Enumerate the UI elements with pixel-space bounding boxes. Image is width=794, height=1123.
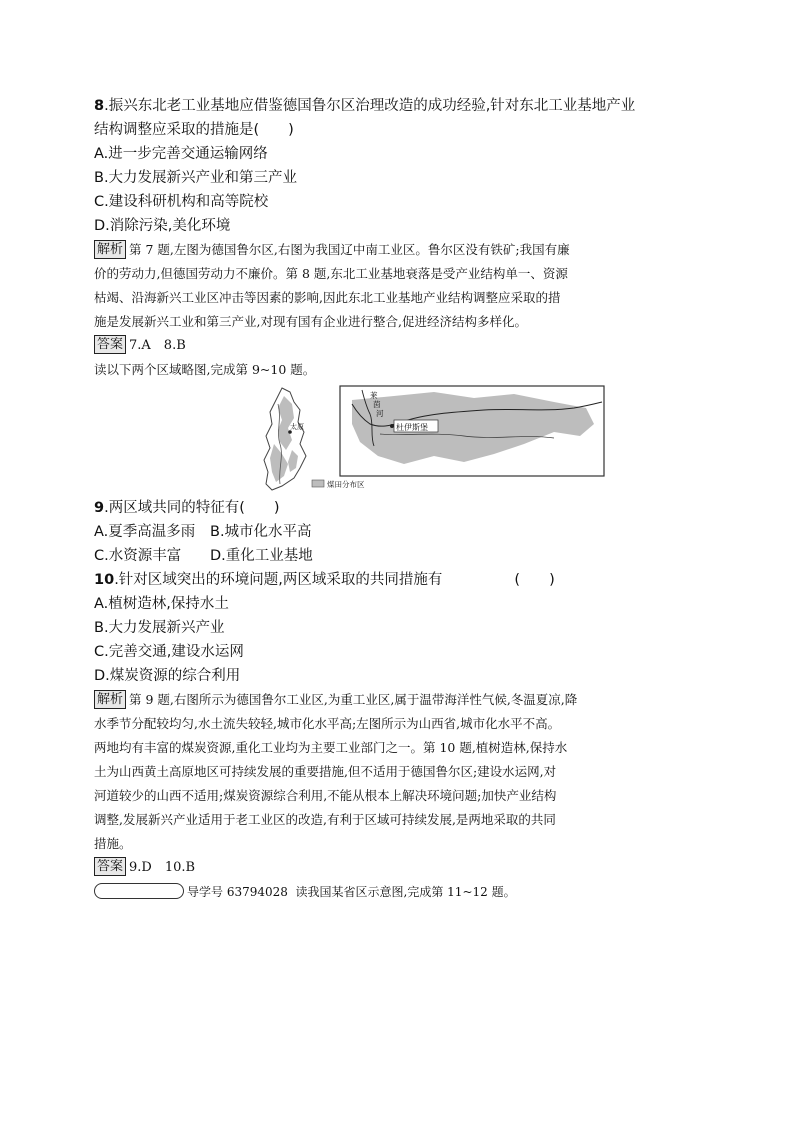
legend-swatch xyxy=(312,480,324,487)
answer-block xyxy=(94,334,704,358)
taiyuan-label: 太原 xyxy=(290,423,304,431)
answer-paren: ( ) xyxy=(514,572,555,588)
answer-text: 9.D 10.B xyxy=(129,860,196,875)
question-10 xyxy=(94,568,704,592)
analysis-line: 施是发展新兴工业和第三产业,对现有国有企业进行整合,促进经济结构多样化。 xyxy=(94,314,527,329)
option-b: B.大力发展新兴产业 xyxy=(94,620,225,636)
answer-tag: 答案 xyxy=(94,335,126,354)
question-number: 8 xyxy=(94,98,105,114)
answer-text: 7.A 8.B xyxy=(129,338,186,353)
analysis-tag: 解析 xyxy=(94,240,126,259)
option-b: B.城市化水平高 xyxy=(210,524,312,540)
worksheet-page xyxy=(94,94,704,904)
option-d: D.消除污染,美化环境 xyxy=(94,218,231,234)
question-9 xyxy=(94,496,704,520)
question-stem: .振兴东北老工业基地应借鉴德国鲁尔区治理改造的成功经验,针对东北工业基地产业 xyxy=(104,98,636,114)
region-maps-figure xyxy=(94,384,704,492)
rhine-label: 河 xyxy=(376,409,384,418)
duisburg-label: 杜伊斯堡 xyxy=(396,423,428,432)
option-c: C.建设科研机构和高等院校 xyxy=(94,194,269,210)
question-8 xyxy=(94,94,704,142)
analysis-block xyxy=(94,238,704,334)
question-stem: .针对区域突出的环境问题,两区域采取的共同措施有 xyxy=(114,572,443,588)
ruhr-map xyxy=(340,386,604,476)
analysis-line: 第 9 题,右图所示为德国鲁尔工业区,为重工业区,属于温带海洋性气候,冬温夏凉,降 xyxy=(129,692,578,707)
option-a: A.进一步完善交通运输网络 xyxy=(94,146,268,162)
rhine-label: 茵 xyxy=(373,400,381,409)
analysis-line: 措施。 xyxy=(94,836,132,851)
analysis-line: 河道较少的山西不适用;煤炭资源综合利用,不能从根本上解决环境问题;加快产业结构 xyxy=(94,788,557,803)
question-number: 10 xyxy=(94,572,115,588)
legend-label: 煤田分布区 xyxy=(327,480,365,489)
analysis-line: 枯竭、沿海新兴工业区冲击等因素的影响,因此东北工业基地产业结构调整应采取的措 xyxy=(94,290,561,305)
question-stem: .两区域共同的特征有( ) xyxy=(104,500,280,516)
next-intro-text: 读我国某省区示意图,完成第 11~12 题。 xyxy=(295,885,516,899)
options-row xyxy=(94,520,704,544)
option-d: D.煤炭资源的综合利用 xyxy=(94,668,241,684)
answer-block xyxy=(94,856,704,880)
analysis-line: 土为山西黄土高原地区可持续发展的重要措施,但不适用于德国鲁尔区;建设水运网,对 xyxy=(94,764,557,779)
question-stem: 结构调整应采取的措施是( ) xyxy=(94,122,294,138)
option-b: B.大力发展新兴产业和第三产业 xyxy=(94,170,298,186)
shanxi-map xyxy=(264,388,306,490)
option-a: A.夏季高温多雨 xyxy=(94,524,196,540)
guide-number: 导学号 63794028 xyxy=(187,885,288,899)
analysis-line: 价的劳动力,但德国劳动力不廉价。第 8 题,东北工业基地衰落是受产业结构单一、资源 xyxy=(94,266,568,281)
option-d: D.重化工业基地 xyxy=(210,548,313,564)
analysis-line: 调整,发展新兴产业适用于老工业区的改造,有利于区域可持续发展,是两地采取的共同 xyxy=(94,812,556,827)
answer-tag: 答案 xyxy=(94,857,126,876)
option-c: C.完善交通,建设水运网 xyxy=(94,644,244,660)
region-maps xyxy=(94,384,704,492)
duisburg-marker xyxy=(390,424,394,428)
blank-pill xyxy=(94,883,184,899)
question-number: 9 xyxy=(94,500,105,516)
map-intro: 读以下两个区域略图,完成第 9~10 题。 xyxy=(94,362,316,377)
analysis-line: 第 7 题,左图为德国鲁尔区,右图为我国辽中南工业区。鲁尔区没有铁矿;我国有廉 xyxy=(129,242,570,257)
option-c: C.水资源丰富 xyxy=(94,548,182,564)
rhine-label: 莱 xyxy=(370,391,378,400)
options-row xyxy=(94,544,704,568)
analysis-line: 两地均有丰富的煤炭资源,重化工业均为主要工业部门之一。第 10 题,植树造林,保持水 xyxy=(94,740,568,755)
analysis-block xyxy=(94,688,704,856)
option-a: A.植树造林,保持水土 xyxy=(94,596,229,612)
next-question-intro xyxy=(94,880,704,904)
analysis-tag: 解析 xyxy=(94,690,126,709)
analysis-line: 水季节分配较均匀,水土流失较轻,城市化水平高;左图所示为山西省,城市化水平不高。 xyxy=(94,716,561,731)
